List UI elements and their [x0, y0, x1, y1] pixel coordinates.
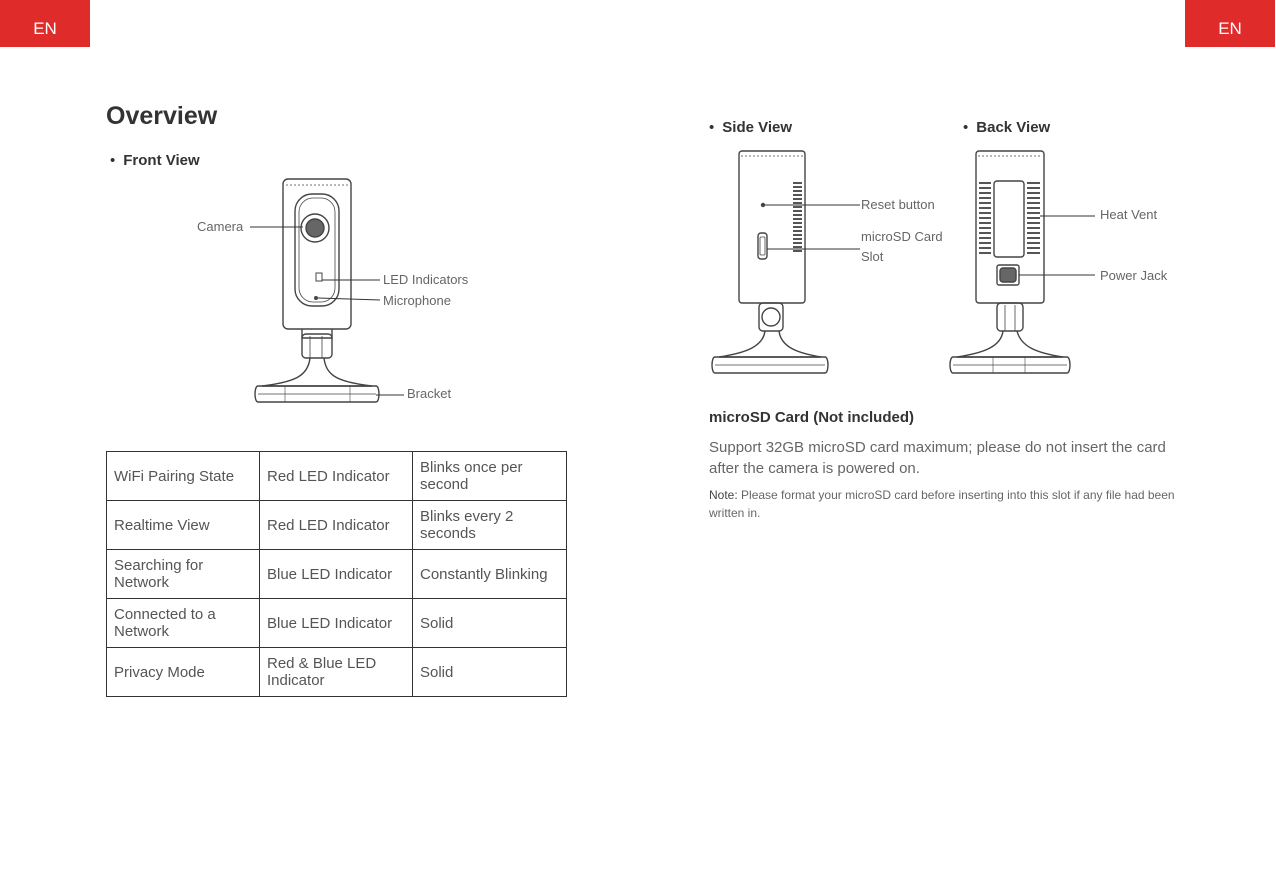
- state-cell: Realtime View: [107, 501, 260, 550]
- language-tab-right: EN: [1185, 0, 1275, 47]
- front-view-camera-illustration: [240, 170, 490, 410]
- table-row: [107, 501, 567, 550]
- indicator-cell: Red LED Indicator: [260, 501, 413, 550]
- note-label: Note:: [709, 488, 738, 502]
- bracket-label: Bracket: [407, 386, 452, 401]
- note-text: Please format your microSD card before inserting into this slot if any file had been written in.: [709, 488, 1175, 520]
- behavior-cell: Blinks every 2 seconds: [413, 501, 567, 550]
- microsd-support-text: Support 32GB microSD card maximum; please do not insert the card after the camera is powered on.: [709, 439, 1166, 477]
- back-view-heading: [963, 119, 1050, 136]
- behavior-cell: Solid: [413, 648, 567, 697]
- back-view-heading-text: Back View: [976, 119, 1051, 136]
- table-row: [107, 648, 567, 697]
- microsd-slot-label-line2: Slot: [861, 249, 884, 264]
- state-cell: Privacy Mode: [107, 648, 260, 697]
- led-status-table: [106, 451, 567, 697]
- table-row: [107, 599, 567, 648]
- front-view-heading: [110, 152, 200, 169]
- state-cell: WiFi Pairing State: [107, 452, 260, 501]
- led-indicators-label: LED Indicators: [383, 272, 469, 287]
- bullet-glyph: •: [709, 119, 715, 136]
- reset-button-label: Reset button: [861, 197, 935, 212]
- behavior-cell: Constantly Blinking: [413, 550, 567, 599]
- camera-label: Camera: [197, 219, 244, 234]
- microsd-note: [709, 486, 1179, 522]
- table-row: [107, 550, 567, 599]
- microsd-section-title: microSD Card (Not included): [709, 409, 915, 426]
- heat-vent-label: Heat Vent: [1100, 207, 1158, 222]
- behavior-cell: Blinks once per second: [413, 452, 567, 501]
- behavior-cell: Solid: [413, 599, 567, 648]
- indicator-cell: Red LED Indicator: [260, 452, 413, 501]
- microphone-label: Microphone: [383, 293, 451, 308]
- state-cell: Connected to a Network: [107, 599, 260, 648]
- indicator-cell: Red & Blue LED Indicator: [260, 648, 413, 697]
- bullet-glyph: •: [963, 119, 969, 136]
- indicator-cell: Blue LED Indicator: [260, 599, 413, 648]
- indicator-cell: Blue LED Indicator: [260, 550, 413, 599]
- table-row: [107, 452, 567, 501]
- microsd-slot-label: microSD Card: [861, 229, 943, 244]
- page-title: Overview: [106, 102, 218, 130]
- side-view-heading-text: Side View: [722, 119, 793, 136]
- back-view-camera-illustration: [945, 145, 1100, 380]
- bullet-glyph: •: [110, 152, 116, 169]
- front-view-heading-text: Front View: [123, 152, 200, 169]
- side-view-camera-illustration: [705, 145, 865, 380]
- state-cell: Searching for Network: [107, 550, 260, 599]
- side-view-heading: [709, 119, 792, 136]
- language-tab-left: EN: [0, 0, 90, 47]
- power-jack-label: Power Jack: [1100, 268, 1168, 283]
